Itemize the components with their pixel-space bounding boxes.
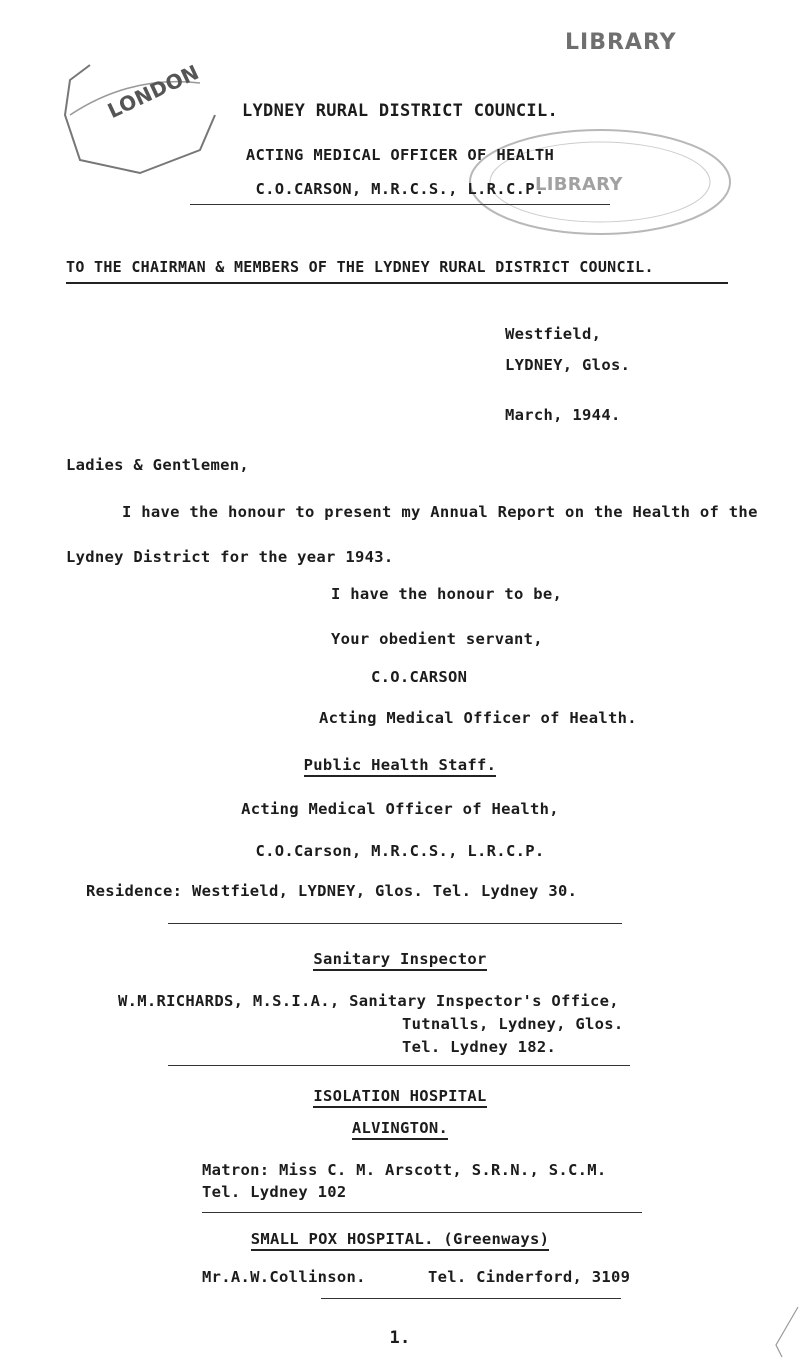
page-curl-mark (770, 1305, 800, 1359)
isolation-matron: Matron: Miss C. M. Arscott, S.R.N., S.C.M. (202, 1161, 607, 1179)
isolation-subheading-text: ALVINGTON. (352, 1119, 448, 1140)
office-title: ACTING MEDICAL OFFICER OF HEALTH (245, 146, 555, 164)
header-divider (190, 204, 610, 205)
sanitary-heading-text: Sanitary Inspector (313, 950, 486, 971)
council-title: LYDNEY RURAL DISTRICT COUNCIL. (241, 101, 559, 121)
divider-2 (168, 1065, 630, 1066)
address-line2: LYDNEY, Glos. (505, 356, 631, 374)
signatory-title: Acting Medical Officer of Health. (319, 709, 637, 727)
closing-line2: Your obedient servant, (331, 630, 543, 648)
addressee-underline (66, 282, 728, 284)
divider-3 (202, 1212, 642, 1213)
isolation-subheading (0, 1119, 800, 1137)
smallpox-tel: Tel. Cinderford, 3109 (428, 1268, 631, 1286)
smallpox-heading (0, 1230, 800, 1248)
divider-4 (321, 1298, 621, 1299)
staff-role: Acting Medical Officer of Health, (241, 800, 559, 818)
body-line1: I have the honour to present my Annual Report on the Health of the (122, 503, 758, 521)
sanitary-heading (0, 950, 800, 968)
addressee-line: TO THE CHAIRMAN & MEMBERS OF THE LYDNEY RURAL DISTRICT COUNCIL. (66, 258, 654, 276)
staff-name: C.O.Carson, M.R.C.S., L.R.C.P. (255, 842, 545, 860)
address-line1: Westfield, (505, 325, 602, 343)
signature: C.O.CARSON (371, 668, 468, 686)
sanitary-line3: Tel. Lydney 182. (402, 1038, 557, 1056)
page-number: 1. (389, 1328, 411, 1348)
letter-date: March, 1944. (505, 406, 621, 424)
smallpox-heading-text: SMALL POX HOSPITAL. (Greenways) (251, 1230, 550, 1251)
officer-credentials: C.O.CARSON, M.R.C.S., L.R.C.P. (255, 180, 545, 198)
closing-line1: I have the honour to be, (331, 585, 563, 603)
isolation-heading (0, 1087, 800, 1105)
sanitary-line1: W.M.RICHARDS, M.S.I.A., Sanitary Inspector's Office, (118, 992, 619, 1010)
staff-heading (0, 756, 800, 774)
sanitary-line2: Tutnalls, Lydney, Glos. (402, 1015, 624, 1033)
library-stamp: LIBRARY (565, 30, 677, 55)
seal-text-faint: LIBRARY (535, 174, 623, 195)
body-line2: Lydney District for the year 1943. (66, 548, 394, 566)
isolation-heading-text: ISOLATION HOSPITAL (313, 1087, 486, 1108)
isolation-tel: Tel. Lydney 102 (202, 1183, 347, 1201)
smallpox-contact: Mr.A.W.Collinson. (202, 1268, 366, 1286)
salutation: Ladies & Gentlemen, (66, 456, 250, 474)
seal-text: LONDON (103, 59, 203, 123)
divider-1 (168, 923, 622, 924)
staff-heading-text: Public Health Staff. (304, 756, 497, 777)
staff-residence: Residence: Westfield, LYDNEY, Glos. Tel. Lydney 30. (86, 882, 578, 900)
